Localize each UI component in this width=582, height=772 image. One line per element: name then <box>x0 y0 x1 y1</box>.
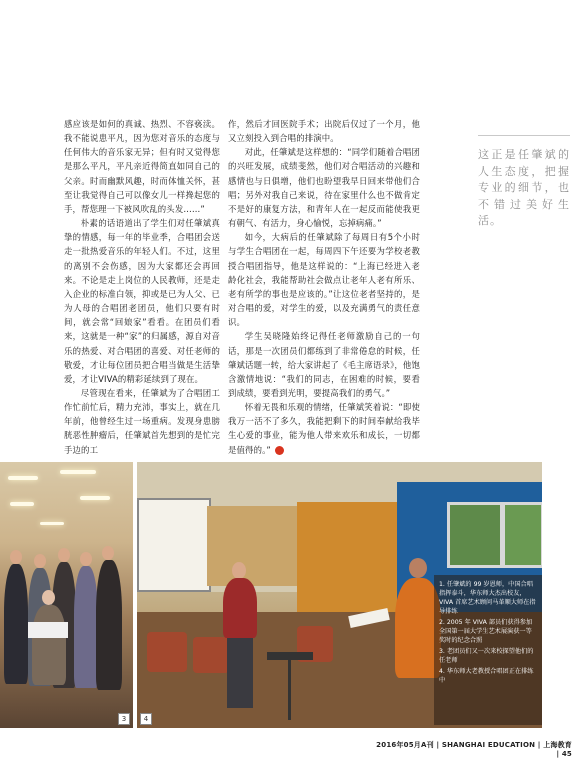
person <box>74 566 98 688</box>
ceiling-light <box>8 476 38 480</box>
person-head <box>102 546 114 560</box>
article-paragraph: 如今，大病后的任肇斌除了每周日有5个小时与学生合唱团在一起，每周四下午还要为学校老教授合唱团指导，他是这样说的：“上海已经进入老龄化社会，我能帮助社会做点让老年人老有所乐、老有所学的事也是应该的。”让这位老者坚持的，是对合唱的爱，对学生的爱，以及充满勇气的责任意识。 <box>228 232 420 328</box>
photo-alumni-group <box>0 462 133 728</box>
person-head <box>34 554 46 568</box>
projector-screen <box>137 498 211 592</box>
person <box>4 564 28 684</box>
music-stand <box>28 622 68 638</box>
ceiling-light <box>60 470 96 474</box>
conductor-head <box>232 562 246 579</box>
article-paragraph: 作，然后才回医院手术；出院后仅过了一个月，他又立刻投入到合唱的排演中。 <box>228 119 420 144</box>
article-paragraph-text: 怀着无畏和乐观的情绪，任肇斌笑着说：“即使我万一活不了多久，我能把剩下的时间奉献给我毕生心爱的事业，能为他人带来欢乐和成长，一切都是值得的。” <box>228 402 420 455</box>
caption-item: 3. 老团员们又一次来校探望他们的任老师 <box>439 648 534 664</box>
person-head <box>58 548 70 562</box>
wooden-wall <box>207 506 297 586</box>
photo-number: 4 <box>140 713 152 725</box>
seated-teacher <box>32 605 66 685</box>
person-head <box>10 550 22 564</box>
caption-item: 4. 华东师大老教授合唱团正在排练中 <box>439 668 534 684</box>
article-column-2 <box>228 117 420 457</box>
article-column-1 <box>64 117 220 457</box>
article-paragraph-last <box>228 400 420 457</box>
window <box>447 502 503 568</box>
pullquote: 这正是任肇斌的人生态度，把握专业的细节，也不错过美好生活。 <box>478 148 570 227</box>
ceiling-light <box>10 502 34 506</box>
article-paragraph: 尽管现在看来，任肇斌为了合唱团工作忙前忙后，精力充沛，事实上，就在几年前，他曾经生过一场重病。发现身患膀胱恶性肿瘤后，任肇斌首先想到的是忙完手边的工 <box>64 387 220 455</box>
chair <box>147 632 187 672</box>
ceiling-light <box>80 496 110 500</box>
person <box>96 560 122 690</box>
photo-number: 3 <box>118 713 130 725</box>
article-paragraph: 对此，任肇斌是这样想的：“同学们随着合唱团的兴旺发展，成绩斐然，他们对合唱活动的兴趣和感情也与日俱增，他们也盼望我早日回来带他们合唱；另外对我自己来说，待在家里什么也不做肯定不是好的康复方法，和青年人在一起反而能使我更有朝气、有活力，身心愉悦，忘掉病痛。” <box>228 147 420 229</box>
chair <box>193 637 229 673</box>
orange-wall-panel <box>297 502 397 612</box>
music-stand <box>267 652 313 660</box>
person-head <box>80 552 92 566</box>
pullquote-divider <box>478 135 570 136</box>
conductor-legs <box>227 638 253 708</box>
article-paragraph: 感应该是如何的真诚、热烈、不容亵渎。我不能说患平凡，因为您对音乐的态度与任何伟大的音乐家无异；但有时又觉得您是那么平凡，平凡亲近得简直如同自己的父亲。时而幽默风趣，时而体恤关怀，甚至让我觉得自己可以像女儿一样搀起您的手，帮您理一下被风吹乱的头发……” <box>64 119 220 214</box>
music-stand-pole <box>288 660 291 720</box>
teacher-head <box>42 590 55 605</box>
window <box>502 502 542 568</box>
article-paragraph: 朴素的话语道出了学生们对任肇斌真挚的情感，每一年的毕业季，合唱团会送走一批热爱音乐的年轻人们。不过，这里的离别不会伤感，因为大家都还会再回来。不论是走上岗位的人民教师，还是走入企业的标准白领，抑或是已为人父、已为人母的合唱团老团员，他们只要有时间，就会常“回娘家”看看。在团员们看来，这就是一种“家”的归属感，源自对音乐的热爱、对合唱团的喜爱、对任老师的敬爱，才让每位团员把合唱当做是生活挚爱，才让VIVA的精彩延续到了现在。 <box>64 218 220 384</box>
end-of-article-icon: ✿ <box>275 446 284 455</box>
page-footer: 2016年05月A刊 | SHANGHAI EDUCATION | 上海教育 | 45 <box>376 741 572 758</box>
conductor <box>223 578 257 638</box>
caption-item: 1. 任肇斌的 99 岁恩师，中国合唱指挥泰斗，华东师大杰出校友，VIVA 首席艺术顾问马革顺大师在指导排练 <box>439 581 536 615</box>
caption-item: 2. 2005 年 VIVA 部员们获得参加全国第一届大学生艺术展演获一等奖时的纪念合照 <box>439 619 533 644</box>
photo-captions <box>434 575 542 725</box>
article-paragraph: 学生吴晓隆始终记得任老师激励自己的一句话，那是一次团员们都练到了非常倦怠的时候，任肇斌话题一转，给大家讲起了《毛主席语录》，他饱含激情地说：“我们的同志，在困难的时候，要看到成绩，要看到光明，要提高我们的勇气。” <box>228 331 420 398</box>
ceiling-light <box>40 522 64 525</box>
singer-head <box>409 558 427 578</box>
